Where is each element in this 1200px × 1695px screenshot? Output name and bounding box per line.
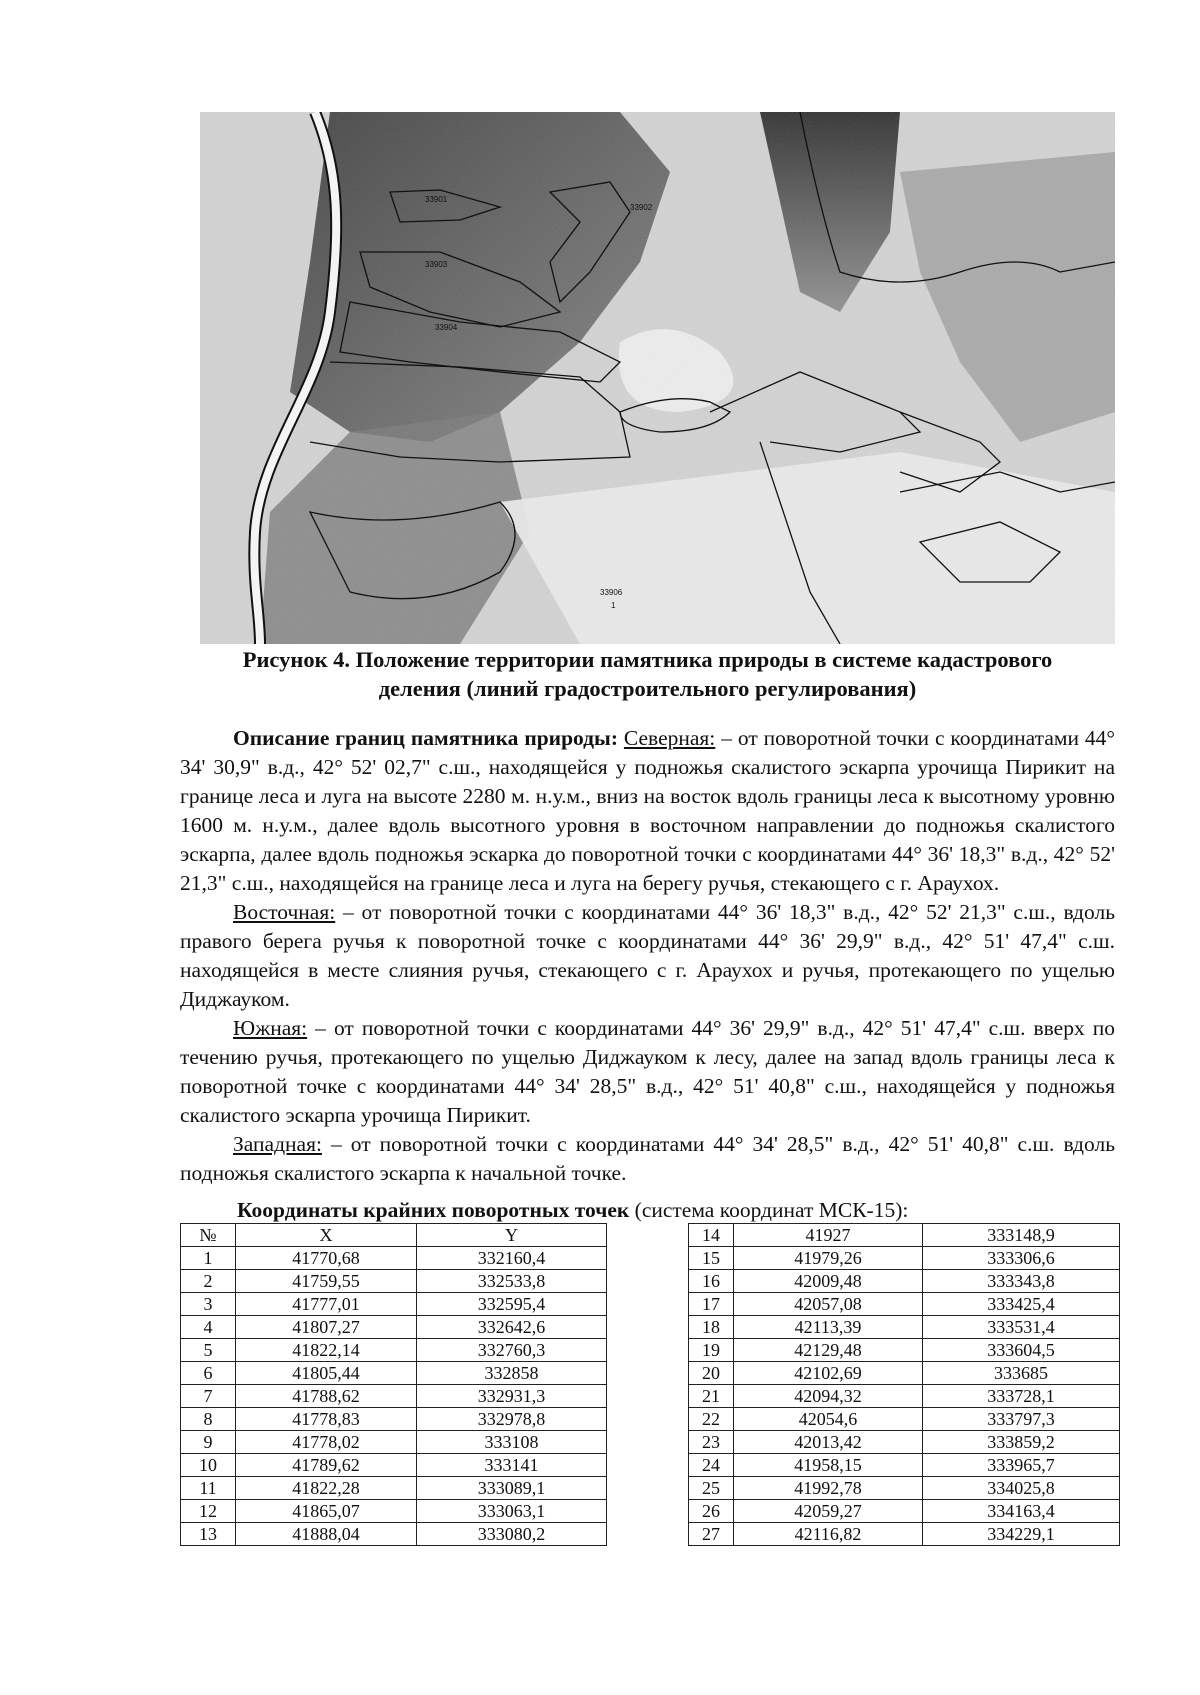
table-row bbox=[689, 1339, 1120, 1362]
y-cell: 332160,4 bbox=[417, 1247, 607, 1270]
x-cell: 42129,48 bbox=[734, 1339, 923, 1362]
north-paragraph bbox=[180, 724, 1115, 898]
x-cell: 42059,27 bbox=[734, 1500, 923, 1523]
coords-title-rest: (система координат МСК-15): bbox=[629, 1198, 909, 1222]
x-cell: 41822,28 bbox=[236, 1477, 417, 1500]
point-number-cell: 6 bbox=[181, 1362, 236, 1385]
x-cell: 42094,32 bbox=[734, 1385, 923, 1408]
coords-table-right bbox=[688, 1223, 1120, 1546]
y-cell: 334163,4 bbox=[923, 1500, 1120, 1523]
point-number-cell: 23 bbox=[689, 1431, 734, 1454]
y-cell: 333141 bbox=[417, 1454, 607, 1477]
y-cell: 333063,1 bbox=[417, 1500, 607, 1523]
x-cell: 41789,62 bbox=[236, 1454, 417, 1477]
x-cell: 41770,68 bbox=[236, 1247, 417, 1270]
x-cell: 42013,42 bbox=[734, 1431, 923, 1454]
point-number-cell: 24 bbox=[689, 1454, 734, 1477]
y-cell: 333965,7 bbox=[923, 1454, 1120, 1477]
point-number-cell: 1 bbox=[181, 1247, 236, 1270]
south-label: Южная: bbox=[233, 1016, 308, 1040]
description-heading: Описание границ памятника природы: bbox=[233, 726, 618, 750]
y-cell: 332533,8 bbox=[417, 1270, 607, 1293]
y-cell: 332978,8 bbox=[417, 1408, 607, 1431]
point-number-cell: 4 bbox=[181, 1316, 236, 1339]
y-cell: 332595,4 bbox=[417, 1293, 607, 1316]
x-cell: 42113,39 bbox=[734, 1316, 923, 1339]
x-cell: 41927 bbox=[734, 1224, 923, 1247]
east-text: – от поворотной точки с координатами 44° 36' 18,3" в.д., 42° 52' 21,3" с.ш., вдоль правого берега ручья к поворотной точке с координатами 44° 36' 29,9" в.д., 42° 51' 47,4" с.ш. находящейся в месте слияния ручья, стекающего с г. Араухох и ручья, протекающего по ущелью Диджауком. bbox=[180, 900, 1115, 1011]
point-marker: 1 bbox=[611, 601, 616, 610]
table-row bbox=[181, 1339, 607, 1362]
east-label: Восточная: bbox=[233, 900, 336, 924]
west-paragraph bbox=[180, 1130, 1115, 1188]
table-row bbox=[181, 1385, 607, 1408]
boundary-description bbox=[180, 724, 1115, 1188]
x-cell: 41778,02 bbox=[236, 1431, 417, 1454]
x-cell: 42009,48 bbox=[734, 1270, 923, 1293]
y-cell: 334229,1 bbox=[923, 1523, 1120, 1546]
table-row bbox=[689, 1431, 1120, 1454]
table-row bbox=[181, 1431, 607, 1454]
coords-table-left-body bbox=[181, 1247, 607, 1546]
caption-line-1: Рисунок 4. Положение территории памятника природы в системе кадастрового bbox=[242, 647, 1053, 672]
table-row bbox=[689, 1385, 1120, 1408]
table-header-row bbox=[181, 1224, 607, 1247]
table-row bbox=[689, 1224, 1120, 1247]
point-number-cell: 9 bbox=[181, 1431, 236, 1454]
parcel-label-33903: 33903 bbox=[425, 260, 448, 269]
y-cell: 332931,3 bbox=[417, 1385, 607, 1408]
point-number-cell: 15 bbox=[689, 1247, 734, 1270]
west-text: – от поворотной точки с координатами 44° 34' 28,5" в.д., 42° 51' 40,8" с.ш. вдоль подножья скалистого эскарпа к начальной точке. bbox=[180, 1132, 1115, 1185]
y-cell: 334025,8 bbox=[923, 1477, 1120, 1500]
cadastral-map bbox=[200, 112, 1115, 644]
table-row bbox=[181, 1316, 607, 1339]
table-row bbox=[181, 1362, 607, 1385]
y-cell: 333859,2 bbox=[923, 1431, 1120, 1454]
north-label: Северная: bbox=[623, 726, 716, 750]
point-number-cell: 7 bbox=[181, 1385, 236, 1408]
coords-title-bold: Координаты крайних поворотных точек bbox=[237, 1198, 630, 1222]
table-row bbox=[181, 1247, 607, 1270]
table-row bbox=[689, 1316, 1120, 1339]
y-cell: 333797,3 bbox=[923, 1408, 1120, 1431]
table-row bbox=[181, 1270, 607, 1293]
table-row bbox=[689, 1500, 1120, 1523]
point-number-cell: 27 bbox=[689, 1523, 734, 1546]
point-number-cell: 3 bbox=[181, 1293, 236, 1316]
point-number-cell: 14 bbox=[689, 1224, 734, 1247]
x-cell: 41777,01 bbox=[236, 1293, 417, 1316]
y-cell: 333728,1 bbox=[923, 1385, 1120, 1408]
y-cell: 332760,3 bbox=[417, 1339, 607, 1362]
point-number-cell: 11 bbox=[181, 1477, 236, 1500]
west-label: Западная: bbox=[233, 1132, 322, 1156]
x-cell: 41807,27 bbox=[236, 1316, 417, 1339]
table-row bbox=[689, 1477, 1120, 1500]
coords-title bbox=[180, 1197, 1115, 1223]
y-cell: 333108 bbox=[417, 1431, 607, 1454]
x-cell: 41888,04 bbox=[236, 1523, 417, 1546]
south-paragraph bbox=[180, 1014, 1115, 1130]
table-row bbox=[181, 1454, 607, 1477]
point-number-cell: 21 bbox=[689, 1385, 734, 1408]
figure-caption bbox=[180, 645, 1115, 703]
point-number-cell: 26 bbox=[689, 1500, 734, 1523]
table-row bbox=[689, 1362, 1120, 1385]
point-number-cell: 22 bbox=[689, 1408, 734, 1431]
y-cell: 333089,1 bbox=[417, 1477, 607, 1500]
x-cell: 41822,14 bbox=[236, 1339, 417, 1362]
point-number-cell: 5 bbox=[181, 1339, 236, 1362]
point-number-cell: 18 bbox=[689, 1316, 734, 1339]
y-cell: 333080,2 bbox=[417, 1523, 607, 1546]
x-cell: 41958,15 bbox=[734, 1454, 923, 1477]
east-paragraph bbox=[180, 898, 1115, 1014]
table-row bbox=[689, 1247, 1120, 1270]
col-y-header: Y bbox=[417, 1224, 607, 1247]
point-number-cell: 10 bbox=[181, 1454, 236, 1477]
x-cell: 42054,6 bbox=[734, 1408, 923, 1431]
parcel-label-33904: 33904 bbox=[435, 323, 458, 332]
parcel-label-33901: 33901 bbox=[425, 195, 448, 204]
caption-line-2: деления (линий градостроительного регулирования) bbox=[378, 676, 917, 701]
y-cell: 333604,5 bbox=[923, 1339, 1120, 1362]
map-graphic bbox=[200, 112, 1115, 644]
point-number-cell: 8 bbox=[181, 1408, 236, 1431]
table-row bbox=[689, 1523, 1120, 1546]
y-cell: 333531,4 bbox=[923, 1316, 1120, 1339]
point-number-cell: 12 bbox=[181, 1500, 236, 1523]
parcel-label-33902: 33902 bbox=[630, 203, 653, 212]
x-cell: 41979,26 bbox=[734, 1247, 923, 1270]
table-row bbox=[181, 1408, 607, 1431]
x-cell: 41759,55 bbox=[236, 1270, 417, 1293]
table-row bbox=[181, 1500, 607, 1523]
y-cell: 333148,9 bbox=[923, 1224, 1120, 1247]
y-cell: 333343,8 bbox=[923, 1270, 1120, 1293]
parcel-label-33906: 33906 bbox=[600, 588, 623, 597]
south-text: – от поворотной точки с координатами 44° 36' 29,9" в.д., 42° 51' 47,4" с.ш. вверх по течению ручья, протекающего по ущелью Диджауком к лесу, далее на запад вдоль границы леса к поворотной точке с координатами 44° 34' 28,5" в.д., 42° 51' 40,8" с.ш., находящейся у подножья скалистого эскарпа урочища Пирикит. bbox=[180, 1016, 1115, 1127]
col-number-header: № bbox=[181, 1224, 236, 1247]
x-cell: 41778,83 bbox=[236, 1408, 417, 1431]
table-row bbox=[689, 1408, 1120, 1431]
point-number-cell: 19 bbox=[689, 1339, 734, 1362]
coords-table-left bbox=[180, 1223, 607, 1546]
col-x-header: X bbox=[236, 1224, 417, 1247]
x-cell: 41805,44 bbox=[236, 1362, 417, 1385]
y-cell: 333425,4 bbox=[923, 1293, 1120, 1316]
table-row bbox=[689, 1454, 1120, 1477]
coords-table-right-body bbox=[689, 1224, 1120, 1546]
point-number-cell: 20 bbox=[689, 1362, 734, 1385]
x-cell: 41788,62 bbox=[236, 1385, 417, 1408]
y-cell: 333306,6 bbox=[923, 1247, 1120, 1270]
point-number-cell: 16 bbox=[689, 1270, 734, 1293]
y-cell: 332858 bbox=[417, 1362, 607, 1385]
point-number-cell: 25 bbox=[689, 1477, 734, 1500]
y-cell: 332642,6 bbox=[417, 1316, 607, 1339]
table-row bbox=[181, 1293, 607, 1316]
point-number-cell: 13 bbox=[181, 1523, 236, 1546]
x-cell: 41865,07 bbox=[236, 1500, 417, 1523]
table-row bbox=[689, 1270, 1120, 1293]
point-number-cell: 2 bbox=[181, 1270, 236, 1293]
table-row bbox=[689, 1293, 1120, 1316]
y-cell: 333685 bbox=[923, 1362, 1120, 1385]
point-number-cell: 17 bbox=[689, 1293, 734, 1316]
north-text: – от поворотной точки с координатами 44° 34' 30,9" в.д., 42° 52' 02,7" с.ш., находящейся у подножья скалистого эскарпа урочища Пирикит на границе леса и луга на высоте 2280 м. н.у.м., вниз на восток вдоль границы леса к высотному уровню 1600 м. н.у.м., далее вдоль высотного уровня в восточном направлении до подножья скалистого эскарпа, далее вдоль подножья эскарка до поворотной точки с координатами 44° 36' 18,3" в.д., 42° 52' 21,3" с.ш., находящейся на границе леса и луга на берегу ручья, стекающего с г. Араухох. bbox=[180, 726, 1116, 895]
x-cell: 42057,08 bbox=[734, 1293, 923, 1316]
x-cell: 42102,69 bbox=[734, 1362, 923, 1385]
table-row bbox=[181, 1477, 607, 1500]
table-row bbox=[181, 1523, 607, 1546]
x-cell: 41992,78 bbox=[734, 1477, 923, 1500]
x-cell: 42116,82 bbox=[734, 1523, 923, 1546]
